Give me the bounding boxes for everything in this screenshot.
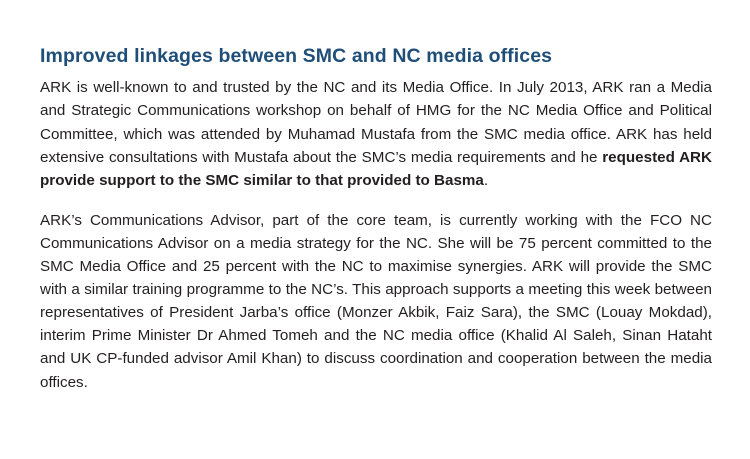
text-run-bold: requested ARK provide support to the SMC similar to that provided to Basma — [40, 148, 712, 189]
text-run: ARK’s Communications Advisor, part of the core team, is currently working with the FCO NC Communications Advisor on a media strategy for the NC. She will be 75 percent committed to the SMC Media Office and 25 percent with the NC to maximise synergies. ARK will provide the SMC with a similar training programme to the NC’s. This approach supports a meeting this week between representatives of President Jarba’s office (Monzer Akbik, Faiz Sara), the SMC (Louay Mokdad), interim Prime Minister Dr Ahmed Tomeh and the NC media office (Khalid Al Saleh, Sinan Hataht and UK CP-funded advisor Amil Khan) to discuss coordination and cooperation between the media offices. — [40, 211, 712, 391]
body-paragraph-2 — [40, 209, 712, 394]
text-run: . — [483, 171, 489, 189]
body-paragraph-1 — [40, 76, 712, 191]
text-run: ARK is well-known to and trusted by the NC and its Media Office. In July 2013, ARK ran a Media and Strategic Communications workshop on behalf of HMG for the NC Media Office and Political Committee, which was attended by Muhamad Mustafa from the SMC media office. ARK has held extensive consultations with Mustafa about the SMC’s media requirements and he — [40, 79, 712, 166]
page-title: Improved linkages between SMC and NC media offices — [40, 45, 553, 67]
paragraph-spacer — [40, 192, 710, 209]
